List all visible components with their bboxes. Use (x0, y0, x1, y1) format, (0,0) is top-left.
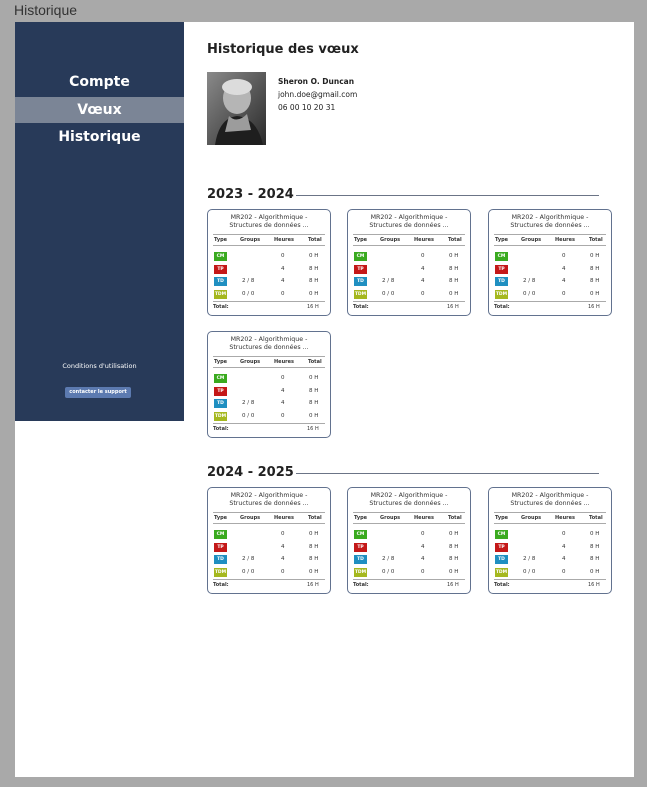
conditions-link[interactable]: Conditions d'utilisation (62, 362, 137, 370)
card-title (208, 214, 330, 230)
hours-cell: 0 (562, 253, 566, 259)
card-title (489, 492, 611, 508)
total-value: 16 H (588, 304, 600, 310)
column-header: Groups (240, 359, 261, 365)
card-title (348, 492, 470, 508)
voeu-card[interactable] (207, 487, 331, 594)
total-cell: 0 H (309, 291, 319, 297)
card-title (208, 336, 330, 352)
table-row (348, 530, 470, 540)
column-header: Heures (555, 237, 575, 243)
type-badge: TDM (495, 292, 508, 297)
column-header: Total (308, 237, 322, 243)
type-badge: TDM (495, 570, 508, 575)
table-row (348, 290, 470, 300)
hours-cell: 0 (281, 253, 285, 259)
hours-cell: 4 (421, 556, 425, 562)
hours-cell: 4 (562, 544, 566, 550)
card-divider (353, 301, 465, 302)
type-badge: TDM (214, 414, 227, 419)
type-badge: TP (214, 543, 227, 552)
hours-cell: 4 (421, 278, 425, 284)
profile-photo (207, 72, 266, 145)
total-cell: 0 H (449, 291, 459, 297)
card-divider (213, 356, 325, 357)
hours-cell: 4 (421, 544, 425, 550)
sidebar (15, 22, 184, 421)
type-badge: CM (214, 252, 227, 261)
hours-cell: 4 (281, 266, 285, 272)
total-label: Total: (353, 304, 369, 310)
voeu-card[interactable] (207, 331, 331, 438)
column-header: Heures (555, 515, 575, 521)
type-badge: TP (214, 265, 227, 274)
hours-cell: 0 (421, 531, 425, 537)
type-badge: TDM (354, 570, 367, 575)
column-header: Total (308, 359, 322, 365)
card-title-line: MR202 - Algorithmique - (230, 336, 308, 343)
column-header: Type (354, 237, 368, 243)
total-cell: 8 H (449, 556, 459, 562)
card-divider (353, 523, 465, 524)
total-label: Total: (353, 582, 369, 588)
type-badge: TD (354, 555, 367, 564)
table-row (489, 252, 611, 262)
table-row (489, 530, 611, 540)
total-cell: 0 H (590, 253, 600, 259)
groups-cell: 0 / 0 (242, 291, 255, 297)
type-badge: TD (495, 277, 508, 286)
voeu-card[interactable] (347, 487, 471, 594)
type-badge: TD (214, 277, 227, 286)
total-cell: 0 H (590, 531, 600, 537)
table-row (348, 543, 470, 553)
profile-phone: 06 00 10 20 31 (278, 103, 336, 112)
total-cell: 0 H (590, 569, 600, 575)
total-cell: 8 H (309, 400, 319, 406)
total-cell: 8 H (590, 544, 600, 550)
column-header: Type (495, 515, 509, 521)
card-title-line: Structures de données ... (229, 344, 309, 351)
card-divider (213, 367, 325, 368)
type-badge: CM (214, 374, 227, 383)
column-header: Heures (274, 515, 294, 521)
sidebar-item-compte[interactable]: Compte (69, 74, 130, 90)
card-title-line: MR202 - Algorithmique - (511, 492, 589, 499)
type-badge: CM (354, 530, 367, 539)
card-divider (213, 423, 325, 424)
page-title: Historique des vœux (207, 42, 359, 57)
column-header: Groups (380, 237, 401, 243)
hours-cell: 4 (281, 544, 285, 550)
table-row (489, 265, 611, 275)
card-title-line: Structures de données ... (369, 222, 449, 229)
total-cell: 8 H (309, 278, 319, 284)
hours-cell: 4 (281, 278, 285, 284)
table-row (208, 290, 330, 300)
table-row (348, 265, 470, 275)
card-title-line: Structures de données ... (229, 500, 309, 507)
card-divider (494, 245, 606, 246)
total-value: 16 H (307, 582, 319, 588)
column-header: Type (354, 515, 368, 521)
total-cell: 8 H (449, 278, 459, 284)
type-badge: TP (214, 387, 227, 396)
column-header: Groups (521, 515, 542, 521)
table-row (208, 387, 330, 397)
type-badge: TP (354, 265, 367, 274)
profile-email: john.doe@gmail.com (278, 90, 358, 99)
groups-cell: 0 / 0 (382, 569, 395, 575)
hours-cell: 0 (562, 291, 566, 297)
card-title-line: MR202 - Algorithmique - (370, 214, 448, 221)
card-divider (353, 579, 465, 580)
table-row (208, 374, 330, 384)
groups-cell: 0 / 0 (523, 291, 536, 297)
column-header: Heures (414, 515, 434, 521)
total-label: Total: (213, 582, 229, 588)
profile-name: Sheron O. Duncan (278, 77, 355, 86)
total-label: Total: (213, 304, 229, 310)
table-row (208, 543, 330, 553)
groups-cell: 0 / 0 (382, 291, 395, 297)
card-title-line: Structures de données ... (510, 500, 590, 507)
table-row (489, 277, 611, 287)
hours-cell: 4 (421, 266, 425, 272)
column-header: Total (308, 515, 322, 521)
year-heading: 2024 - 2025 (207, 465, 294, 480)
type-badge: CM (214, 530, 227, 539)
total-cell: 8 H (309, 544, 319, 550)
total-cell: 0 H (309, 569, 319, 575)
column-header: Groups (521, 237, 542, 243)
year-heading: 2023 - 2024 (207, 187, 294, 202)
window-title: Historique (14, 2, 78, 18)
total-value: 16 H (447, 582, 459, 588)
voeu-card[interactable] (488, 487, 612, 594)
total-cell: 0 H (449, 531, 459, 537)
card-divider (494, 512, 606, 513)
total-cell: 0 H (449, 569, 459, 575)
groups-cell: 2 / 8 (382, 278, 395, 284)
column-header: Total (448, 237, 462, 243)
card-divider (213, 512, 325, 513)
table-row (208, 252, 330, 262)
year-divider (296, 473, 599, 474)
type-badge: TDM (214, 570, 227, 575)
card-divider (213, 301, 325, 302)
column-header: Type (214, 237, 228, 243)
type-badge: CM (354, 252, 367, 261)
total-value: 16 H (588, 582, 600, 588)
card-title-line: MR202 - Algorithmique - (511, 214, 589, 221)
table-row (208, 412, 330, 422)
total-value: 16 H (447, 304, 459, 310)
table-row (489, 543, 611, 553)
groups-cell: 0 / 0 (242, 569, 255, 575)
column-header: Total (589, 237, 603, 243)
column-header: Total (448, 515, 462, 521)
groups-cell: 0 / 0 (523, 569, 536, 575)
card-title-line: MR202 - Algorithmique - (230, 492, 308, 499)
table-row (348, 555, 470, 565)
groups-cell: 2 / 8 (523, 556, 536, 562)
type-badge: TP (495, 543, 508, 552)
total-cell: 8 H (590, 556, 600, 562)
total-label: Total: (494, 304, 510, 310)
total-cell: 0 H (449, 253, 459, 259)
groups-cell: 2 / 8 (242, 278, 255, 284)
year-divider (296, 195, 599, 196)
card-divider (353, 234, 465, 235)
column-header: Groups (380, 515, 401, 521)
page (15, 22, 634, 777)
table-row (489, 568, 611, 578)
total-cell: 8 H (590, 266, 600, 272)
type-badge: TP (354, 543, 367, 552)
column-header: Type (214, 515, 228, 521)
table-row (208, 399, 330, 409)
table-row (489, 290, 611, 300)
groups-cell: 2 / 8 (523, 278, 536, 284)
hours-cell: 0 (421, 291, 425, 297)
total-cell: 8 H (309, 266, 319, 272)
type-badge: TP (495, 265, 508, 274)
card-title-line: Structures de données ... (510, 222, 590, 229)
hours-cell: 4 (281, 556, 285, 562)
column-header: Heures (274, 237, 294, 243)
total-cell: 0 H (590, 291, 600, 297)
table-row (348, 277, 470, 287)
card-divider (494, 579, 606, 580)
total-cell: 8 H (590, 278, 600, 284)
card-divider (353, 512, 465, 513)
hours-cell: 4 (281, 388, 285, 394)
total-value: 16 H (307, 426, 319, 432)
hours-cell: 4 (562, 266, 566, 272)
total-cell: 8 H (309, 556, 319, 562)
card-divider (213, 523, 325, 524)
card-title (208, 492, 330, 508)
column-header: Type (495, 237, 509, 243)
card-title-line: MR202 - Algorithmique - (230, 214, 308, 221)
hours-cell: 4 (562, 556, 566, 562)
table-row (208, 568, 330, 578)
voeu-card[interactable] (488, 209, 612, 316)
sidebar-item-voeux[interactable]: Vœux (15, 97, 184, 123)
card-divider (494, 234, 606, 235)
table-row (208, 277, 330, 287)
card-title-line: MR202 - Algorithmique - (370, 492, 448, 499)
card-title (348, 214, 470, 230)
column-header: Total (589, 515, 603, 521)
total-cell: 0 H (309, 413, 319, 419)
type-badge: TD (214, 399, 227, 408)
hours-cell: 0 (421, 569, 425, 575)
column-header: Heures (274, 359, 294, 365)
hours-cell: 0 (281, 531, 285, 537)
groups-cell: 0 / 0 (242, 413, 255, 419)
card-title (489, 214, 611, 230)
table-row (348, 568, 470, 578)
type-badge: TD (214, 555, 227, 564)
type-badge: TDM (354, 292, 367, 297)
table-row (208, 555, 330, 565)
table-row (489, 555, 611, 565)
card-divider (213, 579, 325, 580)
column-header: Type (214, 359, 228, 365)
groups-cell: 2 / 8 (242, 400, 255, 406)
total-value: 16 H (307, 304, 319, 310)
table-row (208, 265, 330, 275)
groups-cell: 2 / 8 (382, 556, 395, 562)
total-cell: 8 H (309, 388, 319, 394)
type-badge: TD (495, 555, 508, 564)
hours-cell: 0 (421, 253, 425, 259)
table-row (348, 252, 470, 262)
sidebar-item-historique[interactable]: Historique (58, 129, 141, 145)
card-divider (353, 245, 465, 246)
total-label: Total: (494, 582, 510, 588)
groups-cell: 2 / 8 (242, 556, 255, 562)
hours-cell: 4 (281, 400, 285, 406)
hours-cell: 0 (281, 291, 285, 297)
voeu-card[interactable] (207, 209, 331, 316)
total-cell: 0 H (309, 253, 319, 259)
card-divider (494, 523, 606, 524)
voeu-card[interactable] (347, 209, 471, 316)
card-title-line: Structures de données ... (369, 500, 449, 507)
type-badge: TDM (214, 292, 227, 297)
total-label: Total: (213, 426, 229, 432)
hours-cell: 4 (562, 278, 566, 284)
card-divider (494, 301, 606, 302)
type-badge: TD (354, 277, 367, 286)
card-divider (213, 234, 325, 235)
card-title-line: Structures de données ... (229, 222, 309, 229)
card-divider (213, 245, 325, 246)
hours-cell: 0 (281, 375, 285, 381)
hours-cell: 0 (281, 413, 285, 419)
hours-cell: 0 (562, 531, 566, 537)
total-cell: 8 H (449, 266, 459, 272)
column-header: Heures (414, 237, 434, 243)
contact-support-button[interactable]: contacter le support (65, 387, 131, 398)
hours-cell: 0 (281, 569, 285, 575)
hours-cell: 0 (562, 569, 566, 575)
type-badge: CM (495, 252, 508, 261)
total-cell: 8 H (449, 544, 459, 550)
column-header: Groups (240, 237, 261, 243)
total-cell: 0 H (309, 375, 319, 381)
type-badge: CM (495, 530, 508, 539)
column-header: Groups (240, 515, 261, 521)
table-row (208, 530, 330, 540)
total-cell: 0 H (309, 531, 319, 537)
